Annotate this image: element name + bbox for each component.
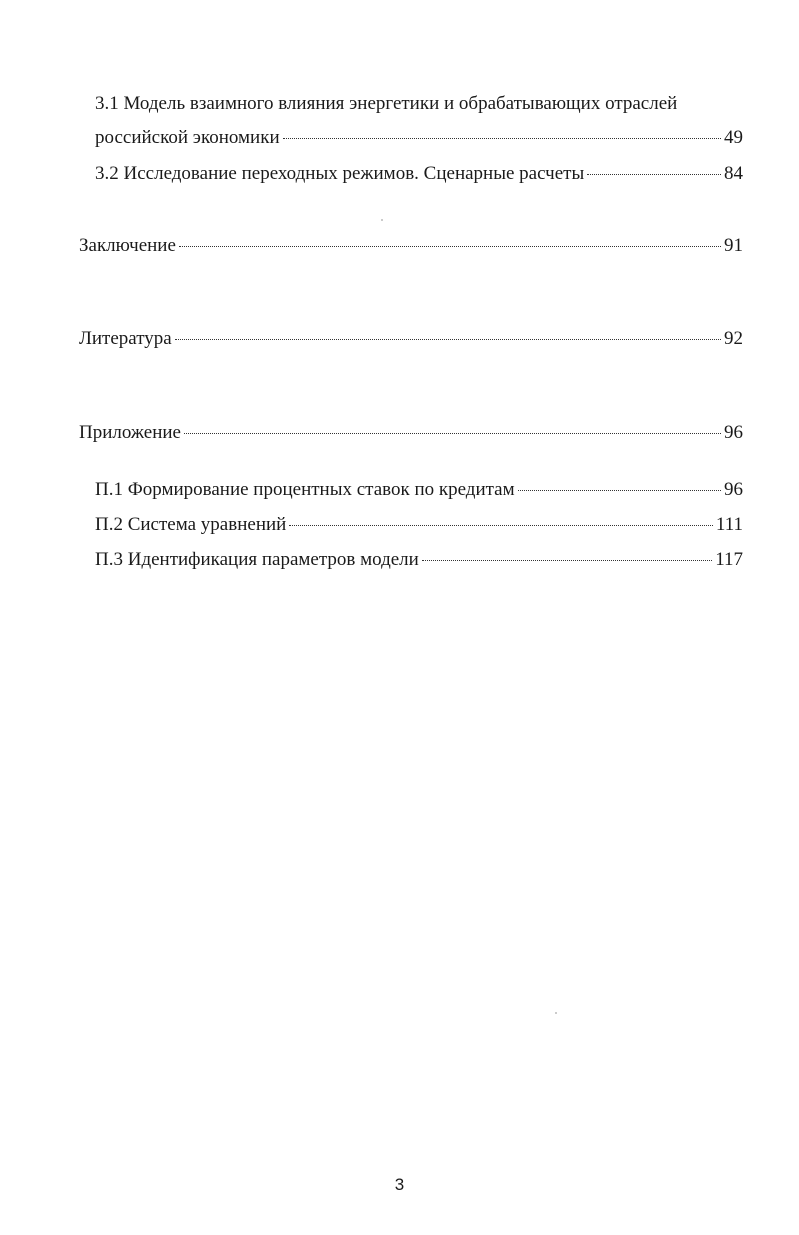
toc-entry-appendix-page: 96 [724, 422, 743, 443]
toc-entry-3-1-page: 49 [724, 127, 743, 148]
toc-entry-appendix-1-page: 96 [724, 479, 743, 500]
toc-entry-3-1-title-line2: российской экономики [95, 127, 280, 148]
toc-entry-3-2 [95, 162, 743, 186]
dot-leader [184, 433, 721, 434]
toc-entry-literature [79, 327, 743, 351]
dot-leader [518, 490, 721, 491]
toc-entry-appendix-3-title: П.3 Идентификация параметров модели [95, 549, 419, 570]
dot-leader [175, 339, 721, 340]
scan-speck [555, 1012, 557, 1014]
toc-entry-3-2-title: 3.2 Исследование переходных режимов. Сценарные расчеты [95, 163, 585, 184]
toc-entry-conclusion [79, 234, 743, 258]
dot-leader [289, 525, 713, 526]
toc-entry-appendix-3-page: 117 [715, 549, 743, 570]
toc-entry-literature-page: 92 [724, 328, 743, 349]
toc-entry-3-1-title-line1: 3.1 Модель взаимного влияния энергетики и обрабатывающих отраслей [95, 93, 678, 114]
scan-speck [381, 219, 383, 221]
toc-entry-conclusion-title: Заключение [79, 235, 176, 256]
toc-entry-appendix-3 [95, 548, 743, 572]
toc-entry-appendix-1 [95, 478, 743, 502]
toc-entry-appendix-2-page: 111 [715, 514, 743, 535]
dot-leader [179, 246, 721, 247]
dot-leader [422, 560, 712, 561]
toc-entry-appendix-2-title: П.2 Система уравнений [95, 514, 287, 535]
toc-entry-appendix-title: Приложение [79, 422, 181, 443]
toc-entry-appendix [79, 421, 743, 445]
dot-leader [587, 174, 721, 175]
toc-entry-conclusion-page: 91 [724, 235, 743, 256]
toc-entry-appendix-2 [95, 513, 743, 537]
toc-entry-3-1 [95, 126, 743, 150]
dot-leader [283, 138, 721, 139]
toc-entry-appendix-1-title: П.1 Формирование процентных ставок по кредитам [95, 479, 515, 500]
page-number: 3 [394, 1175, 405, 1194]
toc-entry-literature-title: Литература [79, 328, 172, 349]
toc-entry-3-2-page: 84 [724, 163, 743, 184]
